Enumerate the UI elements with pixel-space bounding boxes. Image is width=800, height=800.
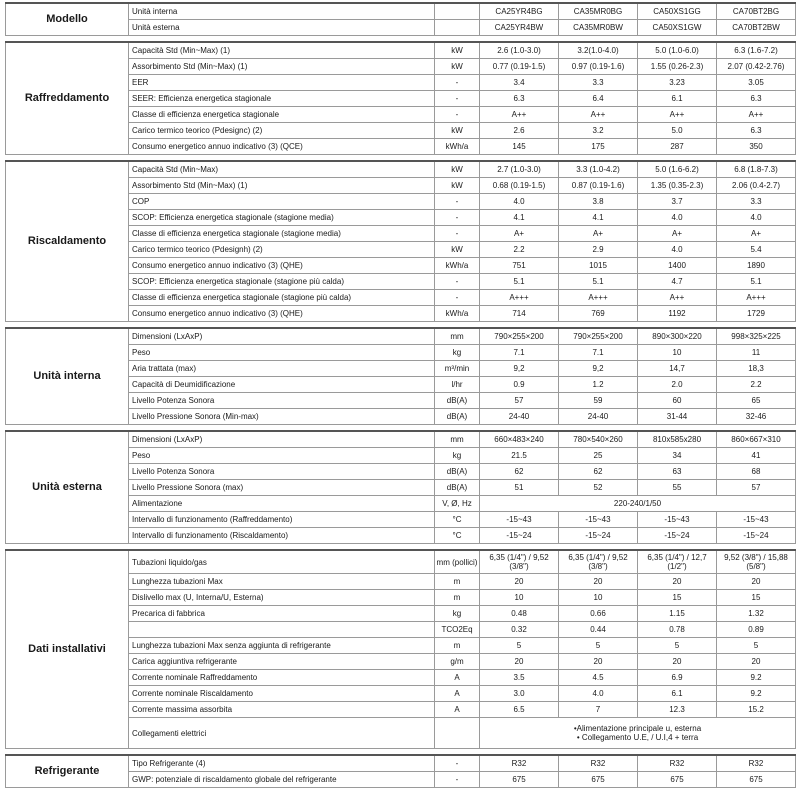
value-cell: 3.8: [559, 194, 638, 210]
value-cell: 3.3: [717, 194, 796, 210]
value-cell: 14,7: [638, 361, 717, 377]
unit-cell: m: [435, 590, 480, 606]
value-cell: 9.2: [717, 670, 796, 686]
value-cell: 4.5: [559, 670, 638, 686]
unit-cell: mm (pollici): [435, 550, 480, 574]
section-title: Dati installativi: [6, 550, 129, 749]
unit-cell: kg: [435, 345, 480, 361]
value-cell: 790×255×200: [480, 328, 559, 345]
value-cell: 790×255×200: [559, 328, 638, 345]
value-cell: 5: [638, 638, 717, 654]
parameter-label: Corrente massima assorbita: [129, 702, 435, 718]
value-cell: 5: [480, 638, 559, 654]
value-cell: 0.97 (0.19-1.6): [559, 59, 638, 75]
unit-cell: kW: [435, 242, 480, 258]
parameter-label: Consumo energetico annuo indicativo (3) (QHE): [129, 258, 435, 274]
value-cell: 9,2: [480, 361, 559, 377]
value-cell: 15: [717, 590, 796, 606]
value-cell: 20: [717, 654, 796, 670]
value-cell: 4.0: [638, 210, 717, 226]
spec-table: [5, 2, 796, 788]
value-cell: A+: [638, 226, 717, 242]
value-cell: 0.68 (0.19-1.5): [480, 178, 559, 194]
table-row: [6, 755, 796, 772]
unit-cell: TCO2Eq: [435, 622, 480, 638]
value-cell: 3.7: [638, 194, 717, 210]
value-cell: 1.55 (0.26-2.3): [638, 59, 717, 75]
value-cell: -15~43: [480, 512, 559, 528]
value-cell: 4.0: [717, 210, 796, 226]
value-cell: -15~24: [717, 528, 796, 544]
value-cell: 1.32: [717, 606, 796, 622]
value-cell: 2.6: [480, 123, 559, 139]
value-cell: 1400: [638, 258, 717, 274]
value-cell: 5.1: [717, 274, 796, 290]
value-cell: 0.44: [559, 622, 638, 638]
value-cell: CA35MR0BG: [559, 3, 638, 20]
value-cell: CA35MR0BW: [559, 20, 638, 36]
parameter-label: Intervallo di funzionamento (Riscaldamento): [129, 528, 435, 544]
value-cell: 5: [717, 638, 796, 654]
value-cell: 890×300×220: [638, 328, 717, 345]
unit-cell: -: [435, 75, 480, 91]
value-cell: 62: [480, 464, 559, 480]
section-title: Unità interna: [6, 328, 129, 425]
value-cell: 0.77 (0.19-1.5): [480, 59, 559, 75]
value-cell: CA70BT2BG: [717, 3, 796, 20]
value-cell: 41: [717, 448, 796, 464]
value-cell: 2.06 (0.4-2.7): [717, 178, 796, 194]
value-cell: 6.8 (1.8-7.3): [717, 161, 796, 178]
unit-cell: kW: [435, 123, 480, 139]
parameter-label: Livello Potenza Sonora: [129, 393, 435, 409]
unit-cell: [435, 718, 480, 749]
value-cell: 5.1: [480, 274, 559, 290]
unit-cell: m: [435, 574, 480, 590]
unit-cell: dB(A): [435, 409, 480, 425]
value-cell: CA70BT2BW: [717, 20, 796, 36]
value-cell: 24-40: [559, 409, 638, 425]
value-cell: 3.2: [559, 123, 638, 139]
value-cell: 24-40: [480, 409, 559, 425]
parameter-label: Carico termico teorico (Pdesignh) (2): [129, 242, 435, 258]
value-cell: A++: [717, 107, 796, 123]
section-title: Unità esterna: [6, 431, 129, 544]
merged-value-cell: •Alimentazione principale u, esterna • Collegamento U.E, / U.I,4 + terra: [480, 718, 796, 749]
value-cell: R32: [638, 755, 717, 772]
value-cell: 6.1: [638, 91, 717, 107]
value-cell: 59: [559, 393, 638, 409]
unit-cell: -: [435, 290, 480, 306]
value-cell: R32: [480, 755, 559, 772]
value-cell: 55: [638, 480, 717, 496]
value-cell: 2.7 (1.0-3.0): [480, 161, 559, 178]
unit-cell: -: [435, 226, 480, 242]
value-cell: 65: [717, 393, 796, 409]
value-cell: 25: [559, 448, 638, 464]
value-cell: 6.4: [559, 91, 638, 107]
value-cell: 3.4: [480, 75, 559, 91]
value-cell: CA25YR4BW: [480, 20, 559, 36]
value-cell: 675: [717, 772, 796, 788]
unit-cell: g/m: [435, 654, 480, 670]
parameter-label: Livello Pressione Sonora (Min-max): [129, 409, 435, 425]
value-cell: 20: [559, 654, 638, 670]
unit-cell: m³/min: [435, 361, 480, 377]
table-row: [6, 431, 796, 448]
value-cell: A++: [559, 107, 638, 123]
unit-cell: mm: [435, 431, 480, 448]
value-cell: 20: [559, 574, 638, 590]
merged-value-cell: 220-240/1/50: [480, 496, 796, 512]
value-cell: 3.2(1.0-4.0): [559, 42, 638, 59]
unit-cell: A: [435, 702, 480, 718]
value-cell: 21.5: [480, 448, 559, 464]
unit-cell: °C: [435, 528, 480, 544]
unit-cell: A: [435, 686, 480, 702]
parameter-label: COP: [129, 194, 435, 210]
parameter-label: Lunghezza tubazioni Max: [129, 574, 435, 590]
unit-cell: A: [435, 670, 480, 686]
value-cell: 5: [559, 638, 638, 654]
value-cell: 63: [638, 464, 717, 480]
value-cell: 6.3: [717, 91, 796, 107]
parameter-label: Capacità Std (Min~Max) (1): [129, 42, 435, 59]
value-cell: 20: [480, 574, 559, 590]
unit-cell: kW: [435, 178, 480, 194]
unit-cell: -: [435, 210, 480, 226]
value-cell: 675: [559, 772, 638, 788]
value-cell: 6.1: [638, 686, 717, 702]
unit-cell: -: [435, 91, 480, 107]
value-cell: 675: [638, 772, 717, 788]
table-row: [6, 3, 796, 20]
value-cell: 1.35 (0.35-2.3): [638, 178, 717, 194]
value-cell: CA50XS1GG: [638, 3, 717, 20]
unit-cell: -: [435, 755, 480, 772]
unit-cell: [435, 20, 480, 36]
value-cell: 3.5: [480, 670, 559, 686]
value-cell: 20: [480, 654, 559, 670]
unit-cell: kW: [435, 161, 480, 178]
value-cell: 2.2: [717, 377, 796, 393]
value-cell: 4.0: [480, 194, 559, 210]
parameter-label: SEER: Efficienza energetica stagionale: [129, 91, 435, 107]
unit-cell: -: [435, 194, 480, 210]
parameter-label: Collegamenti elettrici: [129, 718, 435, 749]
value-cell: A++: [480, 107, 559, 123]
value-cell: 0.87 (0.19-1.6): [559, 178, 638, 194]
value-cell: 675: [480, 772, 559, 788]
value-cell: 9.2: [717, 686, 796, 702]
parameter-label: Classe di efficienza energetica stagionale (stagione media): [129, 226, 435, 242]
value-cell: 60: [638, 393, 717, 409]
value-cell: 57: [717, 480, 796, 496]
parameter-label: Unità interna: [129, 3, 435, 20]
unit-cell: kW: [435, 59, 480, 75]
value-cell: 3.3: [559, 75, 638, 91]
value-cell: 6.3: [480, 91, 559, 107]
value-cell: 1.15: [638, 606, 717, 622]
unit-cell: -: [435, 274, 480, 290]
value-cell: 1729: [717, 306, 796, 322]
value-cell: 1890: [717, 258, 796, 274]
value-cell: 0.9: [480, 377, 559, 393]
value-cell: -15~24: [638, 528, 717, 544]
unit-cell: mm: [435, 328, 480, 345]
value-cell: 9,52 (3/8") / 15,88 (5/8"): [717, 550, 796, 574]
section-title: Raffreddamento: [6, 42, 129, 155]
value-cell: 6.3 (1.6-7.2): [717, 42, 796, 59]
parameter-label: SCOP: Efficienza energetica stagionale (stagione media): [129, 210, 435, 226]
value-cell: 998×325×225: [717, 328, 796, 345]
value-cell: 6,35 (1/4") / 9,52 (3/8"): [480, 550, 559, 574]
parameter-label: Alimentazione: [129, 496, 435, 512]
value-cell: 6,35 (1/4") / 9,52 (3/8"): [559, 550, 638, 574]
value-cell: 7: [559, 702, 638, 718]
value-cell: 9,2: [559, 361, 638, 377]
value-cell: A+: [559, 226, 638, 242]
value-cell: 175: [559, 139, 638, 155]
value-cell: A+: [717, 226, 796, 242]
section-title: Refrigerante: [6, 755, 129, 788]
table-row: [6, 328, 796, 345]
value-cell: 714: [480, 306, 559, 322]
parameter-label: Precarica di fabbrica: [129, 606, 435, 622]
value-cell: 18,3: [717, 361, 796, 377]
parameter-label: Tipo Refrigerante (4): [129, 755, 435, 772]
unit-cell: kW: [435, 42, 480, 59]
value-cell: 780×540×260: [559, 431, 638, 448]
unit-cell: [435, 3, 480, 20]
parameter-label: EER: [129, 75, 435, 91]
value-cell: 10: [480, 590, 559, 606]
value-cell: 4.0: [638, 242, 717, 258]
value-cell: 34: [638, 448, 717, 464]
value-cell: 2.2: [480, 242, 559, 258]
value-cell: CA50XS1GW: [638, 20, 717, 36]
unit-cell: dB(A): [435, 393, 480, 409]
parameter-label: Assorbimento Std (Min~Max) (1): [129, 59, 435, 75]
value-cell: 5.4: [717, 242, 796, 258]
value-cell: 2.0: [638, 377, 717, 393]
parameter-label: Capacità Std (Min~Max): [129, 161, 435, 178]
value-cell: 1.2: [559, 377, 638, 393]
value-cell: 6.9: [638, 670, 717, 686]
value-cell: 6,35 (1/4") / 12,7 (1/2"): [638, 550, 717, 574]
parameter-label: Lunghezza tubazioni Max senza aggiunta di refrigerante: [129, 638, 435, 654]
parameter-label: Dislivello max (U, Interna/U, Esterna): [129, 590, 435, 606]
value-cell: 5.0 (1.6-6.2): [638, 161, 717, 178]
parameter-label: Intervallo di funzionamento (Raffreddamento): [129, 512, 435, 528]
value-cell: 62: [559, 464, 638, 480]
unit-cell: V, Ø, Hz: [435, 496, 480, 512]
value-cell: 20: [717, 574, 796, 590]
parameter-label: Dimensioni (LxAxP): [129, 431, 435, 448]
value-cell: 10: [559, 590, 638, 606]
value-cell: 1192: [638, 306, 717, 322]
value-cell: 660×483×240: [480, 431, 559, 448]
value-cell: 4.1: [559, 210, 638, 226]
unit-cell: kWh/a: [435, 258, 480, 274]
value-cell: 287: [638, 139, 717, 155]
parameter-label: Carico termico teorico (Pdesignc) (2): [129, 123, 435, 139]
parameter-label: Peso: [129, 448, 435, 464]
value-cell: 3.23: [638, 75, 717, 91]
unit-cell: dB(A): [435, 480, 480, 496]
parameter-label: GWP: potenziale di riscaldamento globale del refrigerante: [129, 772, 435, 788]
unit-cell: l/hr: [435, 377, 480, 393]
value-cell: 5.0 (1.0-6.0): [638, 42, 717, 59]
value-cell: 10: [638, 345, 717, 361]
value-cell: 2.6 (1.0-3.0): [480, 42, 559, 59]
value-cell: A+++: [717, 290, 796, 306]
value-cell: A++: [638, 290, 717, 306]
value-cell: 12.3: [638, 702, 717, 718]
unit-cell: kg: [435, 448, 480, 464]
parameter-label: Carica aggiuntiva refrigerante: [129, 654, 435, 670]
value-cell: A+: [480, 226, 559, 242]
value-cell: 350: [717, 139, 796, 155]
parameter-label: Consumo energetico annuo indicativo (3) (QHE): [129, 306, 435, 322]
value-cell: 6.3: [717, 123, 796, 139]
parameter-label: Peso: [129, 345, 435, 361]
value-cell: -15~43: [559, 512, 638, 528]
section-title: Riscaldamento: [6, 161, 129, 322]
value-cell: 5.1: [559, 274, 638, 290]
value-cell: 52: [559, 480, 638, 496]
value-cell: -15~43: [638, 512, 717, 528]
value-cell: A+++: [480, 290, 559, 306]
unit-cell: dB(A): [435, 464, 480, 480]
spec-table-body: [6, 3, 796, 788]
value-cell: 4.7: [638, 274, 717, 290]
value-cell: -15~24: [559, 528, 638, 544]
value-cell: 6.5: [480, 702, 559, 718]
value-cell: 11: [717, 345, 796, 361]
parameter-label: Tubazioni liquido/gas: [129, 550, 435, 574]
value-cell: 0.89: [717, 622, 796, 638]
value-cell: 0.32: [480, 622, 559, 638]
value-cell: 0.78: [638, 622, 717, 638]
value-cell: 5.0: [638, 123, 717, 139]
parameter-label: Unità esterna: [129, 20, 435, 36]
value-cell: -15~43: [717, 512, 796, 528]
parameter-label: Assorbimento Std (Min~Max) (1): [129, 178, 435, 194]
value-cell: 20: [638, 654, 717, 670]
value-cell: 145: [480, 139, 559, 155]
table-row: [6, 161, 796, 178]
parameter-label: Capacità di Deumidificazione: [129, 377, 435, 393]
value-cell: 32-46: [717, 409, 796, 425]
parameter-label: Consumo energetico annuo indicativo (3) (QCE): [129, 139, 435, 155]
value-cell: 31-44: [638, 409, 717, 425]
unit-cell: kg: [435, 606, 480, 622]
value-cell: 810x585x280: [638, 431, 717, 448]
value-cell: 68: [717, 464, 796, 480]
value-cell: 3.0: [480, 686, 559, 702]
parameter-label: Livello Pressione Sonora (max): [129, 480, 435, 496]
value-cell: 1015: [559, 258, 638, 274]
unit-cell: -: [435, 772, 480, 788]
parameter-label: [129, 622, 435, 638]
parameter-label: Dimensioni (LxAxP): [129, 328, 435, 345]
value-cell: 15: [638, 590, 717, 606]
value-cell: A++: [638, 107, 717, 123]
parameter-label: Corrente nominale Raffreddamento: [129, 670, 435, 686]
value-cell: R32: [717, 755, 796, 772]
value-cell: 751: [480, 258, 559, 274]
value-cell: 4.0: [559, 686, 638, 702]
value-cell: 4.1: [480, 210, 559, 226]
value-cell: 860×667×310: [717, 431, 796, 448]
unit-cell: -: [435, 107, 480, 123]
parameter-label: Livello Potenza Sonora: [129, 464, 435, 480]
value-cell: -15~24: [480, 528, 559, 544]
value-cell: 57: [480, 393, 559, 409]
parameter-label: Corrente nominale Riscaldamento: [129, 686, 435, 702]
table-row: [6, 42, 796, 59]
value-cell: 7.1: [480, 345, 559, 361]
unit-cell: kWh/a: [435, 306, 480, 322]
unit-cell: m: [435, 638, 480, 654]
value-cell: 20: [638, 574, 717, 590]
value-cell: 7.1: [559, 345, 638, 361]
value-cell: 3.3 (1.0-4.2): [559, 161, 638, 178]
unit-cell: kWh/a: [435, 139, 480, 155]
parameter-label: Classe di efficienza energetica stagionale (stagione più calda): [129, 290, 435, 306]
value-cell: 0.66: [559, 606, 638, 622]
unit-cell: °C: [435, 512, 480, 528]
value-cell: 51: [480, 480, 559, 496]
value-cell: 15.2: [717, 702, 796, 718]
value-cell: 0.48: [480, 606, 559, 622]
value-cell: A+++: [559, 290, 638, 306]
table-row: [6, 550, 796, 574]
value-cell: 769: [559, 306, 638, 322]
value-cell: 2.07 (0.42-2.76): [717, 59, 796, 75]
parameter-label: SCOP: Efficienza energetica stagionale (stagione più calda): [129, 274, 435, 290]
section-title: Modello: [6, 3, 129, 36]
value-cell: R32: [559, 755, 638, 772]
value-cell: CA25YR4BG: [480, 3, 559, 20]
parameter-label: Classe di efficienza energetica stagionale: [129, 107, 435, 123]
parameter-label: Aria trattata (max): [129, 361, 435, 377]
value-cell: 2.9: [559, 242, 638, 258]
value-cell: 3.05: [717, 75, 796, 91]
